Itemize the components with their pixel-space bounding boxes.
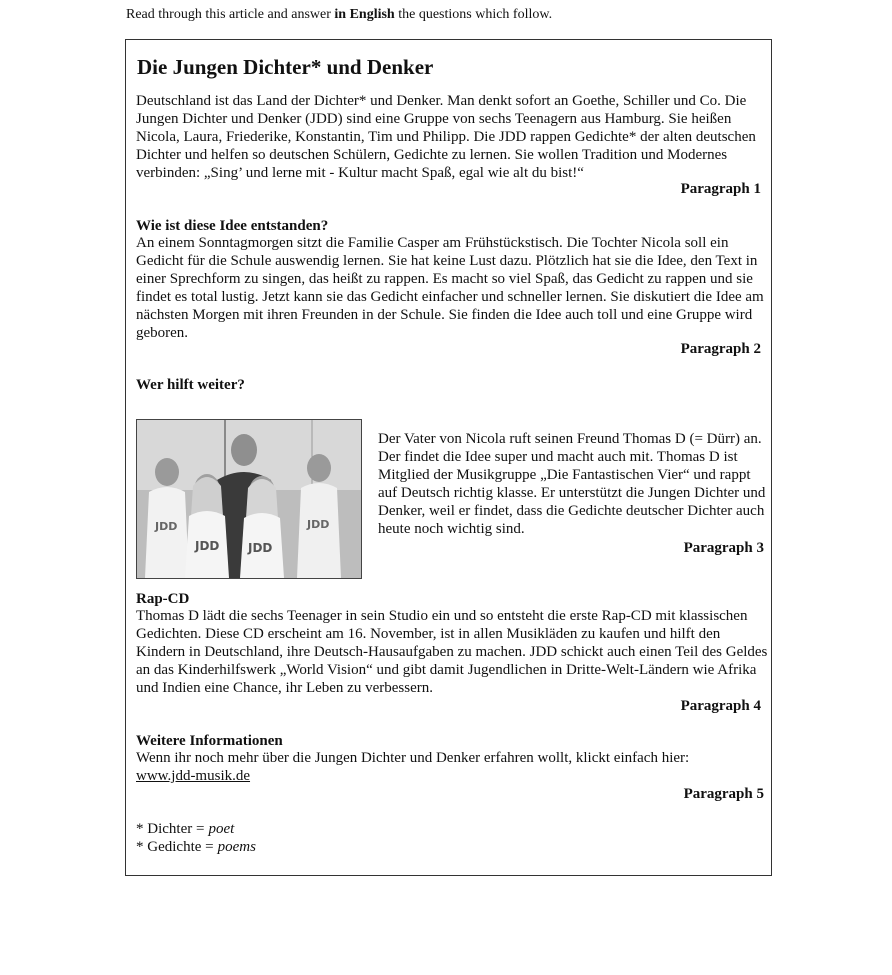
instruction-line <box>126 6 552 24</box>
paragraph-5-sentence: Wenn ihr noch mehr über die Jungen Dichter und Denker erfahren wollt, klickt einfach hier: <box>136 750 690 766</box>
instruction-text-start: Read through this article and answer <box>126 7 335 22</box>
website-link[interactable]: www.jdd-musik.de <box>136 767 251 784</box>
svg-text:JDD: JDD <box>155 520 178 533</box>
glossary-item <box>136 838 256 856</box>
glossary-meaning: poet <box>208 821 235 837</box>
instruction-text-end: the questions which follow. <box>394 7 553 22</box>
group-photo <box>136 419 362 579</box>
heading-idea-origin: Wie ist diese Idee entstanden? <box>136 218 329 234</box>
article-box <box>125 39 772 876</box>
glossary-term: * Gedichte = <box>136 839 214 855</box>
paragraph-4-text: Thomas D lädt die sechs Teenager in sein Studio ein und so entsteht die erste Rap-CD mit klassischen Gedichten. Diese CD erscheint am 16. November, ist in allen Musikläden zu kaufen und hilft den Kindern in Deutschland, ihre Deutsch-Hausaufgaben zu machen. JDD schickt auch einen Teil des Geldes an das Kinderhilfswerk „World Vision“ und gibt damit Jugendlichen in Dritte-Welt-Ländern wie Afrika und Indien eine Chance, ihr Leben zu verbessern. <box>136 608 768 696</box>
svg-text:JDD: JDD <box>248 541 273 555</box>
paragraph-2-text: An einem Sonntagmorgen sitzt die Familie Casper am Frühstückstisch. Die Tochter Nicola soll ein Gedicht für die Schule auswendig lernen. Sie hat keine Lust dazu. Plötzlich hat sie die Idee, den Text in einer Sprechform zu singen, das heißt zu rappen. Es macht so viel Spaß, das Gedicht zu rappen und sie findet es total lustig. Jetzt kann sie das Gedicht einfacher und schneller lernen. Sie diskutiert die Idee am nächsten Morgen mit ihren Freunden in der Schule. Sie finden die Idee auch toll und eine Gruppe wird geboren. <box>136 235 764 341</box>
paragraph-1-label: Paragraph 1 <box>680 181 761 197</box>
svg-text:JDD: JDD <box>307 518 330 531</box>
group-photo-illustration <box>137 420 361 578</box>
glossary-item <box>136 820 256 838</box>
paragraph-3-text: Der Vater von Nicola ruft seinen Freund Thomas D (= Dürr) an. Der findet die Idee super und macht auch mit. Thomas D ist Mitglied der Musikgruppe „Die Fantastischen Vier“ und rappt auf Deutsch richtig klasse. Er unterstützt die Jungen Dichter und Denker, weil er findet, dass die Gedichte deutscher Dichter auch heute noch wichtig sind. <box>378 431 766 537</box>
heading-who-helps: Wer hilft weiter? <box>136 377 245 393</box>
glossary-meaning: poems <box>217 839 256 855</box>
paragraph-2-label: Paragraph 2 <box>680 341 761 357</box>
heading-more-info: Weitere Informationen <box>136 733 283 749</box>
paragraph-5-label: Paragraph 5 <box>683 786 764 802</box>
glossary-term: * Dichter = <box>136 821 205 837</box>
paragraph-4-label: Paragraph 4 <box>680 698 761 714</box>
paragraph-5-text <box>136 750 764 786</box>
glossary <box>136 820 256 856</box>
paragraph-1-text: Deutschland ist das Land der Dichter* und Denker. Man denkt sofort an Goethe, Schiller und Co. Die Jungen Dichter und Denker (JDD) sind eine Gruppe von sechs Teenagern aus Hamburg. Sie heißen Nicola, Laura, Friederike, Konstantin, Tim und Philipp. Die JDD rappen Gedichte* der alten deutschen Dichter und helfen so deutschen Schülern, Gedichte zu lernen. Sie wollen Tradition und Modernes verbinden: „Sing’ und lerne mit - Kultur macht Spaß, egal wie alt du bist!“ <box>136 93 756 181</box>
heading-rap-cd: Rap-CD <box>136 591 190 607</box>
svg-text:JDD: JDD <box>195 539 220 553</box>
instruction-bold-text: in English <box>334 7 395 22</box>
article-title: Die Jungen Dichter* und Denker <box>137 55 434 79</box>
paragraph-3-label: Paragraph 3 <box>683 540 764 556</box>
